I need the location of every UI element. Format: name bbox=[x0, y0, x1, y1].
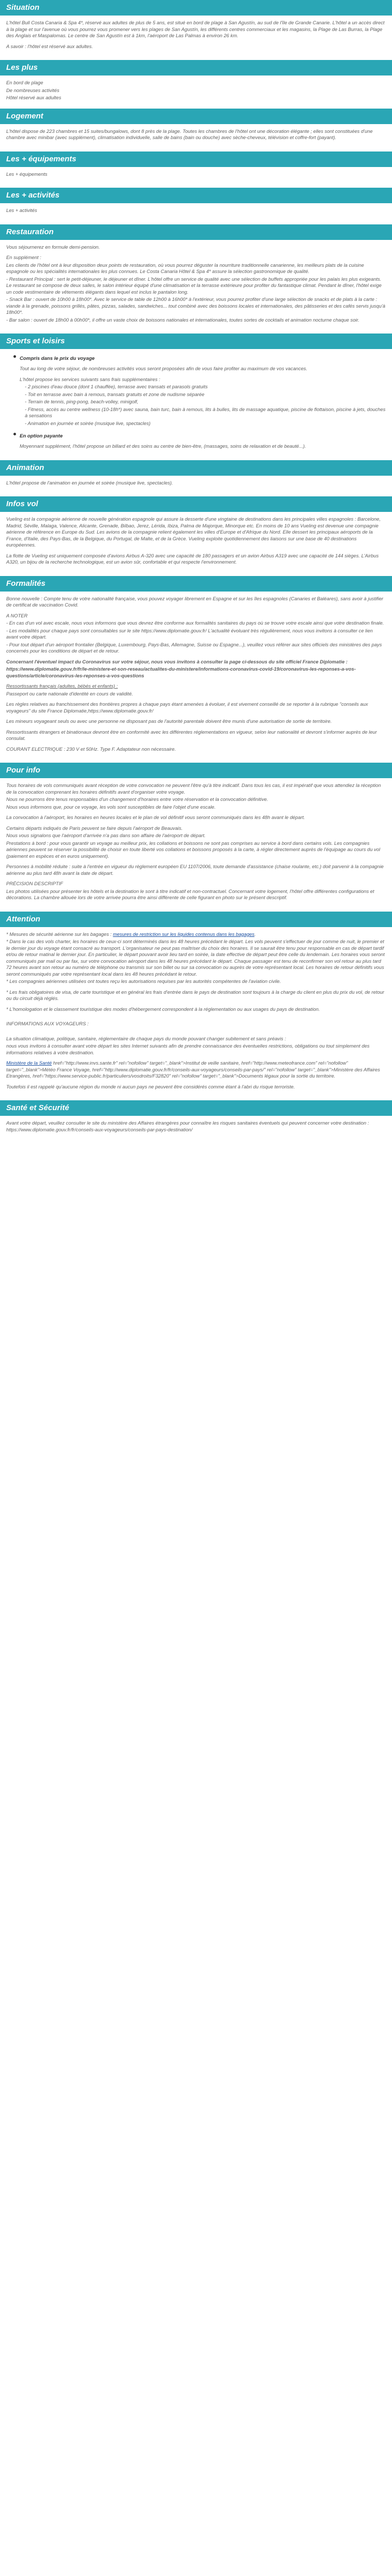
attention-links-text: href="http://www.invs.sante.fr" rel="nofollow" target="_blank">Institut de veille sanitaire, href="http://www.meteofrance.com" rel="nofollow" target="_blank">Météo France Voyage, href="http://www.diplomatie.gouv.fr/fr/conseils-aux-voyageurs/conseils-par-pays/" rel="nofollow" target="_blank">Ministère des Affaires Etrangères, href="https://www.service-public.fr/particuliers/vosdroits/F32820" rel="nofollow" target="_blank">Documents légaux pour la sortie du territoire. bbox=[6, 1060, 380, 1079]
logement-description: L'hôtel dispose de 223 chambres et 15 suites/bungalows, dont 8 près de la plage. Toutes les chambres de l'hôtel ont une décoration élégante ; elles sont constituées d'une chambre avec minibar (avec supplément), climatisation individuelle, salle de bains (bain ou douche) avec sèche-cheveux, télévision et coffre-fort (payant). bbox=[6, 128, 373, 140]
list-item: - Terrain de tennis, ping-pong, beach-volley, minigolf, bbox=[25, 399, 139, 404]
section-title-activites: Les + activités bbox=[0, 188, 392, 203]
pourinfo-stopover: Nous vous informons que, pour ce voyage, les vols sont susceptibles de faire l'objet d'une escale. bbox=[6, 804, 216, 810]
section-logement bbox=[0, 124, 392, 151]
sante-text: Avant votre départ, veuillez consulter le site du ministère des Affaires étrangères pour connaître les risques sanitaires éventuels qui peuvent concerner votre destination : https://www.diplomatie.gouv.fr/fr/conseils-aux-voyageurs/conseils-par-pays-destination/ bbox=[6, 1120, 369, 1132]
restauration-supplement-label: En supplément : bbox=[6, 254, 41, 260]
formalites-electric: COURANT ELECTRIQUE : 230 V et 50Hz. Type F. Adaptateur non nécessaire. bbox=[6, 746, 176, 752]
restauration-intro: Les clients de l'hôtel ont à leur disposition deux points de restauration, où vous pourrez déguster la nourriture traditionnelle canarienne, les meilleurs plats de la cuisine espagnole ou les spécialités internationales les plus connues. Le Costa Canaria Hôtel & Spa 4* assure la sélection gastronomique de qualité. bbox=[6, 262, 364, 274]
section-restauration bbox=[0, 240, 392, 334]
formalites-good-news: Bonne nouvelle : Compte tenu de votre nationalité française, vous pouvez voyager librement en Espagne et sur les îles espagnoles (Canaries et Baléares), sans avoir à justifier de certificat de vaccination Covid. bbox=[6, 595, 384, 608]
page bbox=[0, 0, 392, 1143]
list-item: - 2 piscines d'eau douce (dont 1 chauffée), terrasse avec transats et parasols gratuits bbox=[25, 384, 208, 389]
plus-item: En bord de plage bbox=[6, 80, 43, 85]
attention-security-suffix: . bbox=[254, 931, 256, 937]
attention-airlines: * Les compagnies aériennes utilisées ont toutes reçu les autorisations requises par les autorités compétentes de l'aviation civile. bbox=[6, 978, 281, 984]
section-title-restauration: Restauration bbox=[0, 224, 392, 240]
section-title-plus: Les plus bbox=[0, 60, 392, 75]
section-activites bbox=[0, 203, 392, 224]
restauration-snack-bar: - Snack Bar : ouvert de 10h00 à 18h00*. Avec le service de table de 12h00 à 16h00* à l'extérieur, vous pourrez profiter d'une large sélection de snacks et de plats à la carte : viande à la grenade, poissons grillés, pâtes, pizzas, salades, sandwiches... tout combiné avec des boissons locales et internationales, des pâtisseries et des cafés servis jusqu'à 18h00*. bbox=[6, 296, 385, 315]
sports-paid-list bbox=[6, 431, 386, 440]
section-title-situation: Situation bbox=[0, 0, 392, 16]
formalites-note-stopover: - En cas d'un vol avec escale, nous vous informons que vous devrez être conforme aux formalités sanitaires du pays où se trouve votre escale ainsi que votre destination finale. bbox=[6, 620, 384, 626]
spacer bbox=[6, 1032, 386, 1036]
attention-terrorism: Toutefois il est rappelé qu'aucune région du monde ni aucun pays ne peuvent être considérés comme étant à l'abri du risque terroriste. bbox=[6, 1083, 295, 1089]
section-vols bbox=[0, 512, 392, 576]
section-title-vols: Infos vol bbox=[0, 496, 392, 512]
section-title-logement: Logement bbox=[0, 109, 392, 124]
spacer bbox=[6, 1017, 386, 1021]
sports-paid-body bbox=[6, 443, 386, 450]
pourinfo-beauvais: Certains départs indiqués de Paris peuvent se faire depuis l'aéroport de Beauvais. bbox=[6, 825, 183, 831]
vols-airline-text: Vueling est la compagnie aérienne de nouvelle génération espagnole qui assure la desserte d'une vingtaine de destinations dans les principales villes espagnoles : Barcelone, Madrid, Séville, Malaga, Valence, Alicante, Grenade, Bilbao, Jerez, Lérida, Ibiza, Palma de Majorque, Minorque etc. En moins de 10 ans Vueling est devenue une compagnie aérienne de référence en Europe du Sud. Les avions de la compagnie relient également les villes d'Europe et d'Afrique du Nord. Elle dessert les principaux aéroports de la France, d'Italie, des Pays-Bas, de la Belgique, du Portugal, de Malte, et de la Grèce. Vueling exploite quotidiennement des liaisons sur une base de 40 destinations européennes. bbox=[6, 516, 381, 548]
sports-paid-text: Moyennant supplément, l'hôtel propose un billard et des soins au centre de bien-être, (massages, soins de relaxation et de beauté...). bbox=[20, 443, 306, 449]
animation-text: L'hôtel propose de l'animation en journée et soirée (musique live, spectacles). bbox=[6, 479, 173, 486]
bullet-icon bbox=[13, 355, 16, 358]
list-item bbox=[6, 431, 386, 440]
section-title-animation: Animation bbox=[0, 460, 392, 476]
formalites-note-sites: - Les modalités pour chaque pays sont consultables sur le site https://www.diplomatie.gouv.fr/ L'actualité évoluant très régulièrement, nous vous invitons à consulter ce lien avant votre départ. bbox=[6, 627, 373, 640]
sports-included-intro: Tout au long de votre séjour, de nombreuses activités vous seront proposées afin de vous faire profiter au maximum de vos vacances. bbox=[20, 366, 308, 371]
formalites-covid-heading: Concernant l'éventuel impact du Coronavirus sur votre séjour, nous vous invitons à consulter la page ci-dessous du site officiel France Diplomatie : bbox=[6, 658, 348, 664]
formalites-covid-link[interactable]: https://www.diplomatie.gouv.fr/fr/le-ministere-et-son-reseau/actualites-du-ministere/informations-coronavirus-covid-19/coronavirus-les-reponses-a-vos-questions/article/coronavirus-les-reponses-a-vos-questions bbox=[6, 666, 356, 678]
pourinfo-convocation: La convocation à l'aéroport, les horaires en heures locales et le plan de vol définitif vous seront communiqués dans les 48h avant le départ. bbox=[6, 814, 305, 820]
sports-included-services-label: L'hôtel propose les services suivants sans frais supplémentaires : bbox=[20, 376, 160, 382]
pourinfo-schedules: Tous horaires de vols communiqués avant réception de votre convocation ne peuvent l'être qu'à titre indicatif. Dans tous les cas, il est impératif que vous attendiez la réception de la convocation comprenant les horaires définitifs avant d'organiser votre voyage. bbox=[6, 782, 381, 795]
section-title-equipements: Les + équipements bbox=[0, 151, 392, 167]
pourinfo-airport-notice: Nous vous signalons que l'aéroport d'arrivée n'a pas dans son affaire de l'aéroport de départ. bbox=[6, 832, 206, 838]
attention-classification: * L'homologation et le classement touristique des modes d'hébergement correspondent à la réglementation ou aux usages du pays de destination. bbox=[6, 1006, 320, 1012]
sports-paid-label: En option payante bbox=[20, 433, 63, 439]
section-title-formalites: Formalités bbox=[0, 576, 392, 592]
sports-included-label: Compris dans le prix du voyage bbox=[20, 356, 95, 361]
attention-fees: * Les frais obligatoires de visa, de carte touristique et en général les frais d'entrée dans le pays de destination sont toujours à la charge du client en plus du prix du vol, de retour ou du circuit déjà réglés. bbox=[6, 989, 384, 1001]
list-item: - Animation en journée et soirée (musique live, spectacles) bbox=[25, 420, 150, 426]
list-item: - Toit en terrasse avec bain à remous, transats gratuits et zone de nudisme séparée bbox=[25, 391, 205, 397]
pourinfo-onboard: Prestations à bord : pour vous garantir un voyage au meilleur prix, les collations et boissons ne sont pas comprises au service à bord dans certains vols. Les compagnies aériennes peuvent se réserver la possibilité de choisir en toute liberté vos collations et boissons proposés à la carte, à régler directement auprès de l'équipage au cours du vol (paiement en espèces et en euros uniquement). bbox=[6, 840, 381, 859]
pourinfo-reduced-mobility: Personnes à mobilité réduite : suite à l'entrée en vigueur du règlement européen EU 1107/2006, toute demande d'assistance (chaise roulante, etc.) doit parvenir à la compagnie aérienne au plus tard 48h avant la date de départ. bbox=[6, 863, 384, 876]
section-situation bbox=[0, 16, 392, 60]
formalites-minors: Les mineurs voyageant seuls ou avec une personne ne disposant pas de l'autorité parentale doivent être munis d'une autorisation de sortie de territoire. bbox=[6, 718, 332, 724]
section-sante bbox=[0, 1116, 392, 1143]
activites-text: Les + activités bbox=[6, 207, 37, 213]
sports-included-body bbox=[6, 366, 386, 427]
liquids-restriction-link[interactable]: mesures de restriction sur les liquides contenus dans les bagages bbox=[113, 931, 254, 937]
formalites-french-docs: Passeport ou carte nationale d'identité en cours de validité. bbox=[6, 690, 133, 696]
attention-sites: nous vous invitons à consulter avant votre départ les sites Internet suivants afin de prendre connaissance des éventuelles restrictions, obligations ou tout simplement des informations relatives à votre destination. bbox=[6, 1043, 370, 1055]
attention-travelers-heading: INFORMATIONS AUX VOYAGEURS : bbox=[6, 1021, 89, 1026]
section-title-attention: Attention bbox=[0, 912, 392, 927]
restauration-bar-salon: - Bar salon : ouvert de 18h00 à 00h00*, il offre un vaste choix de boissons nationales et internationales, toutes sortes de cocktails et animation nocturne chaque soir. bbox=[6, 316, 359, 323]
vols-fleet-text: La flotte de Vueling est uniquement composée d'avions Airbus A-320 avec une capacité de 180 passagers et un avion Airbus A319 avec une capacité de 144 sièges. L'Airbus A320, un bijou de la recherche technologique, est un avion sûr, confortable et qui respecte l'environnement. bbox=[6, 552, 379, 565]
restauration-main-restaurant: - Restaurant Principal : sert le petit-déjeuner, le déjeuner et dîner. L'hôtel offre un service de qualité avec une sélection de buffets appropriée pour les palais les plus exigeants. Le restaurant se compose de deux salles, le salon intérieur équipé d'une climatisation et la terrasse extérieure pour profiter du fantastique climat. Pendant le dîner, l'hôtel exige un code vestimentaire de vêtements élégants dans lequel est inclus le pantalon long. bbox=[6, 276, 382, 295]
pourinfo-description-text: Les photos utilisées pour présenter les hôtels et la destination le sont à titre indicatif et non-contractuel. Concernant votre logement, l'hôtel offre différentes configurations et décorations. La chambre allouée lors de votre arrivée pourra être ainsi différente de celle figurant en photo sur le présent descriptif. bbox=[6, 888, 374, 900]
section-animation bbox=[0, 476, 392, 497]
situation-note: A savoir : l'hôtel est réservé aux adultes. bbox=[6, 43, 93, 49]
section-title-sports: Sports et loisirs bbox=[0, 334, 392, 349]
list-item: - Fitness, accès au centre wellness (10-18h*) avec sauna, bain turc, bain à remous, lits à bulles, lits de massage aquatique, piscine de flottaison, piscine à jets, douches à sensations bbox=[25, 406, 386, 418]
section-sports bbox=[0, 349, 392, 460]
section-formalites bbox=[0, 592, 392, 763]
equipements-text: Les + équipements bbox=[6, 171, 48, 177]
section-equipements bbox=[0, 167, 392, 188]
attention-charter: * Dans le cas des vols charter, les horaires de ceux-ci sont déterminés dans les 48 heures précédant le départ. Les vols peuvent s'effectuer de jour comme de nuit, le premier et le dernier jour du voyage étant consacré au transport. L'organisateur ne peut pas maîtriser du choix des horaires. Il se saurait être tenu pour responsable en cas de départ tardif et/ou de retour matinal le dernier jour. En particulier, le départ pouvant avoir lieu tard en soirée, la date effective de départ peut être celle du lendemain. Les horaires vous seront communiqués par mail ou par fax, sur votre convocation aéroport dans les 48 heures précédant le départ. Chaque passager est tenu de reconfirmer son vol retour au plus tard 72 heures avant son retour au numéro de téléphone ou transmis sur son billet ou sur sa convocation ou auprès de votre représentant local. Les horaires de retour définitifs vous seront communiqués par votre représentant local dans les 48 heures précédant le retour. bbox=[6, 938, 385, 977]
ministere-sante-link[interactable]: Ministère de la Santé bbox=[6, 1060, 52, 1066]
sports-services-list bbox=[20, 384, 386, 427]
bullet-icon bbox=[13, 433, 16, 435]
plus-item: De nombreuses activités bbox=[6, 87, 59, 93]
pourinfo-description-heading: PRÉCISION DESCRIPTIF bbox=[6, 881, 63, 886]
plus-item: Hôtel réservé aux adultes bbox=[6, 95, 62, 100]
section-title-pourinfo: Pour info bbox=[0, 763, 392, 778]
restauration-formula: Vous séjournerez en formule demi-pension. bbox=[6, 244, 100, 250]
section-attention bbox=[0, 927, 392, 1101]
formalites-french-heading: Ressortissants français (adultes, bébés et enfants) : bbox=[6, 683, 118, 689]
section-title-sante: Santé et Sécurité bbox=[0, 1100, 392, 1116]
formalites-borders-rules: Les règles relatives au franchissement des frontières propres à chaque pays étant amenées à évoluer, il est vivement conseillé de se reporter à la rubrique "conseils aux voyageurs" du site France Diplomatie,https://www.diplomatie.gouv.fr/ bbox=[6, 701, 368, 714]
list-item bbox=[6, 353, 386, 362]
situation-description: L'hôtel Bull Costa Canaria & Spa 4*, réservé aux adultes de plus de 5 ans, est situé en bord de plage à San Agustín, au sud de l'île de Grande Canarie. L'hôtel a un accès direct à la plage et sur l'avenue où vous pourrez vous promener vers les plages de San Agustín, les différents centres commerciaux et les magasins, la Plage de Las Burras, la Plage des Anglais et Maspalomas. Le centre de San Agustín est à 1km, l'aéroport de Las Palmas à environ 26 km. bbox=[6, 20, 385, 38]
formalites-note-heading: A NOTER bbox=[6, 612, 28, 618]
attention-links-line bbox=[6, 1060, 386, 1080]
section-plus bbox=[0, 75, 392, 109]
section-pourinfo bbox=[0, 778, 392, 912]
pourinfo-responsibility: Nous ne pourrons être tenus responsables d'un changement d'horaires entre votre réservation et la convocation définitive. bbox=[6, 796, 268, 802]
formalites-note-border: - Pour tout départ d'un aéroport frontalier (Belgique, Luxembourg, Pays-Bas, Allemagne, Suisse ou Espagne...), veuillez vous référer aux sites officiels des ministères des pays concernés pour les conditions de départ et de retour. bbox=[6, 641, 382, 654]
attention-situation: La situation climatique, politique, sanitaire, réglementaire de chaque pays du monde pouvant changer subitement et sans préavis : bbox=[6, 1035, 286, 1041]
sports-included-list bbox=[6, 353, 386, 362]
attention-security-prefix: * Mesures de sécurité aérienne sur les bagages : bbox=[6, 931, 113, 937]
formalites-foreigners: Ressortissants étrangers et binationaux devront être en conformité avec les différentes réglementations en vigueur, selon leur nationalité et devront s'informer auprès de leur consulat. bbox=[6, 729, 377, 741]
attention-security-line bbox=[6, 931, 386, 938]
